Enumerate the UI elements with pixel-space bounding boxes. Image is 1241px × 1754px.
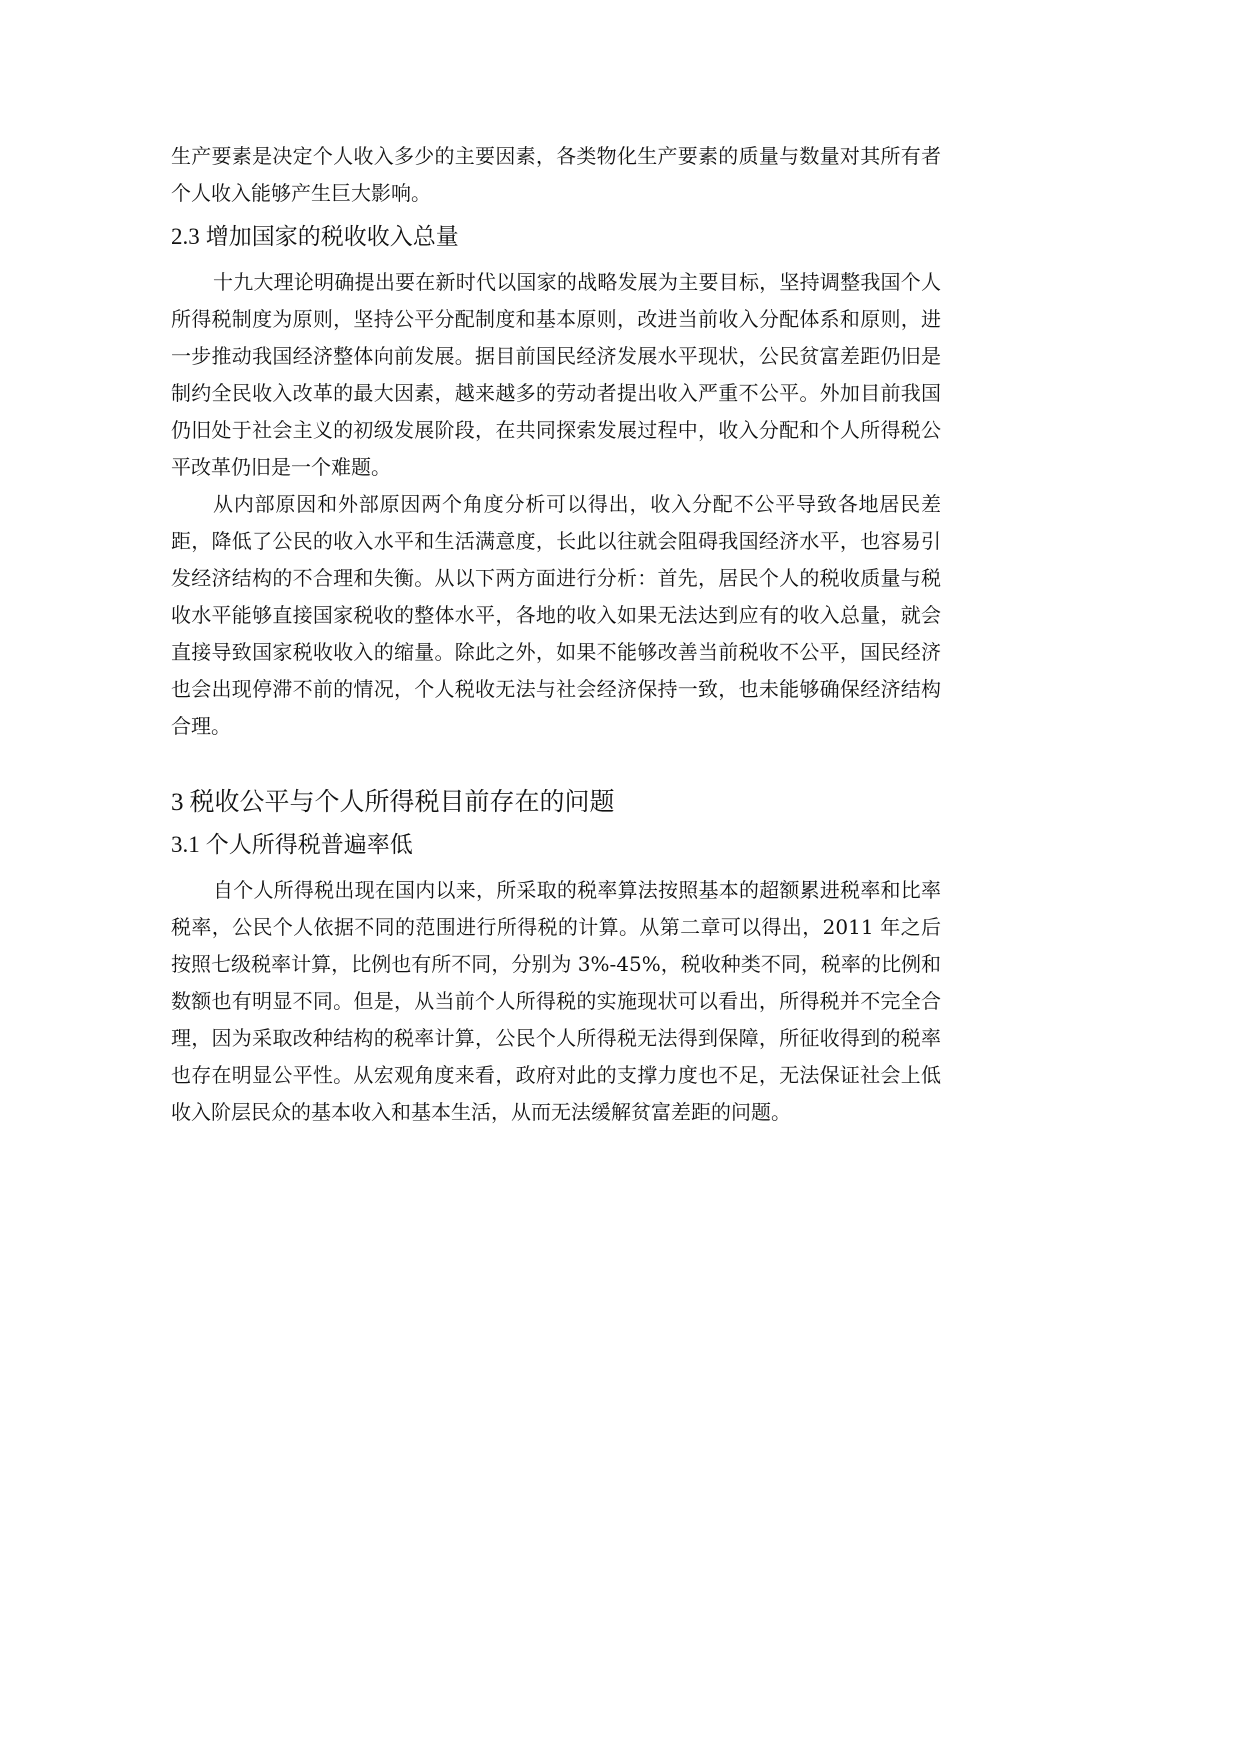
section-heading-2-3 [171, 222, 941, 252]
section-heading-3-1 [171, 830, 941, 860]
paragraph-2-3-first: 十九大理论明确提出要在新时代以国家的战略发展为主要目标，坚持调整我国个人所得税制度为原则，坚持公平分配制度和基本原则，改进当前收入分配体系和原则，进一步推动我国经济整体向前发展。据目前国民经济发展水平现状，公民贫富差距仍旧是制约全民收入改革的最大因素，越来越多的劳动者提出收入严重不公平。外加目前我国仍旧处于社会主义的初级发展阶段，在共同探索发展过程中，收入分配和个人所得税公平改革仍旧是一个难题。 [171, 270, 941, 479]
section-number: 2.3 [171, 224, 200, 249]
section-number: 3.1 [171, 832, 200, 857]
paragraph-2-3-second: 从内部原因和外部原因两个角度分析可以得出，收入分配不公平导致各地居民差距，降低了公民的收入水平和生活满意度，长此以往就会阻碍我国经济水平，也容易引发经济结构的不合理和失衡。从以下两方面进行分析：首先，居民个人的税收质量与税收水平能够直接国家税收的整体水平，各地的收入如果无法达到应有的收入总量，就会直接导致国家税收收入的缩量。除此之外，如果不能够改善当前税收不公平，国民经济也会出现停滞不前的情况，个人税收无法与社会经济保持一致，也未能够确保经济结构合理。 [171, 492, 941, 738]
paragraph-intro-continuation: 生产要素是决定个人收入多少的主要因素，各类物化生产要素的质量与数量对其所有者个人收入能够产生巨大影响。 [171, 144, 941, 205]
section-title: 个人所得税普遍率低 [205, 832, 413, 858]
chapter-title: 税收公平与个人所得税目前存在的问题 [189, 787, 615, 816]
paragraph-3-1-first: 自个人所得税出现在国内以来，所采取的税率算法按照基本的超额累进税率和比率税率，公民个人依据不同的范围进行所得税的计算。从第二章可以得出，2011 年之后按照七级税率计算，比例也有所不同，分别为 3%-45%，税收种类不同，税率的比例和数额也有明显不同。但是，从当前个人所得税的实施现状可以看出，所得税并不完全合理，因为采取改种结构的税率计算，公民个人所得税无法得到保障，所征收得到的税率也存在明显公平性。从宏观角度来看，政府对此的支撑力度也不足，无法保证社会上低收入阶层民众的基本收入和基本生活，从而无法缓解贫富差距的问题。 [171, 878, 941, 1124]
document-page [171, 138, 941, 1131]
chapter-heading-3 [171, 785, 941, 820]
section-title: 增加国家的税收收入总量 [205, 224, 459, 250]
chapter-number: 3 [171, 789, 184, 816]
